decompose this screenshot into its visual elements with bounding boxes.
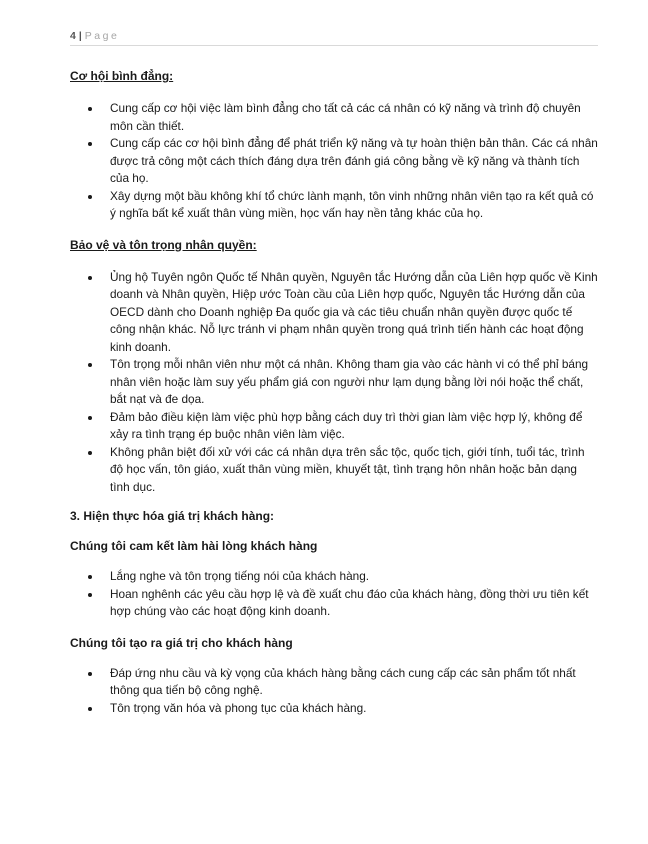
equal-opportunity-list: [70, 100, 598, 223]
bullet-icon: [88, 672, 92, 676]
bullet-icon: [88, 707, 92, 711]
list-item-text: Ủng hộ Tuyên ngôn Quốc tế Nhân quyền, Nguyên tắc Hướng dẫn của Liên hợp quốc về Kinh doanh và Nhân quyền, Hiệp ước Toàn cầu của Liên hợp quốc, Nguyên tắc Hướng dẫn của OECD dành cho Doanh nghiệp Đa quốc gia và các tiêu chuẩn nhân quyền được quốc tế công nhận khác. Nỗ lực tránh vi phạm nhân quyền trong quá trình tiến hành các hoạt động kinh doanh.: [110, 269, 598, 354]
bullet-icon: [88, 593, 92, 597]
list-item: [70, 586, 598, 621]
bullet-icon: [88, 363, 92, 367]
document-body: [70, 58, 598, 717]
list-item-text: Xây dựng một bầu không khí tổ chức lành mạnh, tôn vinh những nhân viên tạo ra kết quả có ý nghĩa bất kể xuất thân vùng miền, học vấn hay nền tảng khác của họ.: [110, 188, 594, 220]
section-heading-customer-satisfaction: Chúng tôi cam kết làm hài lòng khách hàng: [70, 539, 318, 553]
list-item: [70, 700, 598, 718]
bullet-icon: [88, 107, 92, 111]
list-item: [70, 135, 598, 188]
page-separator: |: [78, 30, 82, 42]
page-header: [70, 29, 598, 46]
bullet-icon: [88, 575, 92, 579]
bullet-icon: [88, 142, 92, 146]
list-item: [70, 409, 598, 444]
list-item: [70, 356, 598, 409]
list-item-text: Tôn trọng mỗi nhân viên như một cá nhân. Không tham gia vào các hành vi có thể phỉ báng nhân viên hoặc làm suy yếu phẩm giá con người như lạm dụng bằng lời nói hoặc thể chất, bắt nạt và đe dọa.: [110, 357, 589, 406]
human-rights-list: [70, 269, 598, 497]
section-heading-customer-value: 3. Hiện thực hóa giá trị khách hàng:: [70, 509, 275, 523]
section-heading-customer-value-creation: Chúng tôi tạo ra giá trị cho khách hàng: [70, 635, 293, 650]
list-item-text: Tôn trọng văn hóa và phong tục của khách hàng.: [110, 700, 367, 715]
list-item-text: Đáp ứng nhu cầu và kỳ vọng của khách hàng bằng cách cung cấp các sản phẩm tốt nhất thông qua tiến bộ công nghệ.: [110, 665, 576, 697]
list-item: [70, 269, 598, 357]
section-heading-equal-opportunity: Cơ hội bình đẳng:: [70, 69, 174, 83]
bullet-icon: [88, 416, 92, 420]
list-item-text: Hoan nghênh các yêu cầu hợp lệ và đề xuất chu đáo của khách hàng, đồng thời ưu tiên kết hợp chúng vào các hoạt động kinh doanh.: [110, 586, 589, 618]
list-item-text: Cung cấp các cơ hội bình đẳng để phát triển kỹ năng và tự hoàn thiện bản thân. Các cá nhân được trả công một cách thích đáng dựa trên đánh giá công bằng về kỹ năng và thành tích của họ.: [110, 136, 598, 185]
list-item: [70, 568, 598, 586]
list-item-text: Đảm bảo điều kiện làm việc phù hợp bằng cách duy trì thời gian làm việc hợp lý, không để xảy ra tình trạng ép buộc nhân viên làm việc.: [110, 409, 583, 441]
section-heading-human-rights: Bảo vệ và tôn trọng nhân quyền:: [70, 237, 257, 252]
bullet-icon: [88, 276, 92, 280]
list-item-text: Không phân biệt đối xử với các cá nhân dựa trên sắc tộc, quốc tịch, giới tính, tuổi tác, trình độ học vấn, tôn giáo, xuất thân vùng miền, khuyết tật, tình trạng hôn nhân hoặc bản dạng tình dục.: [110, 444, 585, 494]
list-item: [70, 444, 598, 497]
customer-value-list: [70, 665, 598, 718]
list-item: [70, 100, 598, 135]
customer-satisfaction-list: [70, 568, 598, 621]
list-item-text: Cung cấp cơ hội việc làm bình đẳng cho tất cả các cá nhân có kỹ năng và trình độ chuyên môn cần thiết.: [110, 101, 581, 133]
page-label: Page: [84, 30, 120, 42]
page-number: 4: [70, 30, 76, 42]
bullet-icon: [88, 451, 92, 455]
bullet-icon: [88, 195, 92, 199]
list-item: [70, 665, 598, 700]
list-item-text: Lắng nghe và tôn trọng tiếng nói của khách hàng.: [110, 569, 370, 583]
list-item: [70, 188, 598, 223]
